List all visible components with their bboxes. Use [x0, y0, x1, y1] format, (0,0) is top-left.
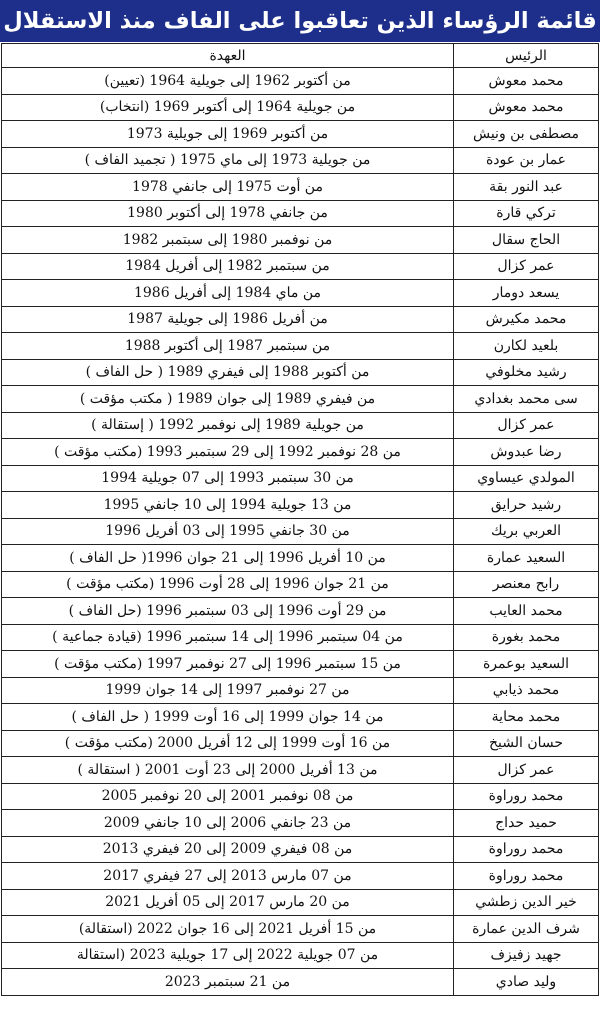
table-row: [2, 598, 599, 625]
table-row: [2, 439, 599, 466]
president-name-cell: محمد بغورة: [454, 624, 599, 651]
president-name-cell: خير الدين زطشي: [454, 889, 599, 916]
term-cell: من 07 مارس 2013 إلى 27 فيفري 2017: [2, 863, 454, 890]
table-row: [2, 359, 599, 386]
president-name-cell: بلعيد لكارن: [454, 333, 599, 360]
president-name-cell: جهيد زفيزف: [454, 942, 599, 969]
table-row: [2, 200, 599, 227]
term-cell: من 08 فيفري 2009 إلى 20 فيفري 2013: [2, 836, 454, 863]
document-title: قائمة الرؤساء الذين تعاقبوا على الفاف منذ الاستقلال: [3, 8, 597, 34]
president-name-cell: المولدي عيساوي: [454, 465, 599, 492]
table-row: [2, 94, 599, 121]
term-cell: من سبتمبر 1982 إلى أفريل 1984: [2, 253, 454, 280]
president-name-cell: محمد روراوة: [454, 783, 599, 810]
president-name-cell: العربي بريك: [454, 518, 599, 545]
table-body: [2, 68, 599, 996]
president-name-cell: سى محمد بغدادي: [454, 386, 599, 413]
table-row: [2, 916, 599, 943]
term-cell: من أكتوبر 1988 إلى فيفري 1989 ( حل الفاف ): [2, 359, 454, 386]
term-cell: من 13 أفريل 2000 إلى 23 أوت 2001 ( استقالة ): [2, 757, 454, 784]
table-row: [2, 969, 599, 996]
president-name-cell: عمر كزال: [454, 757, 599, 784]
table-row: [2, 465, 599, 492]
table-row: [2, 386, 599, 413]
term-cell: من 16 أوت 1999 إلى 12 أفريل 2000 (مكتب مؤقت ): [2, 730, 454, 757]
table-row: [2, 863, 599, 890]
president-name-cell: رشيد مخلوفي: [454, 359, 599, 386]
term-cell: من 15 سبتمبر 1996 إلى 27 نوفمبر 1997 (مكتب مؤقت ): [2, 651, 454, 678]
president-name-cell: عمر كزال: [454, 412, 599, 439]
term-cell: من جويلية 1989 إلى نوفمبر 1992 ( إستقالة ): [2, 412, 454, 439]
term-cell: من جويلية 1973 إلى ماي 1975 ( تجميد الفاف ): [2, 147, 454, 174]
president-name-cell: عمار بن عودة: [454, 147, 599, 174]
term-cell: من 13 جويلية 1994 إلى 10 جانفي 1995: [2, 492, 454, 519]
document-title-banner: [0, 0, 600, 42]
table-row: [2, 730, 599, 757]
table-row: [2, 810, 599, 837]
term-cell: من 27 نوفمبر 1997 إلى 14 جوان 1999: [2, 677, 454, 704]
term-cell: من 04 سبتمبر 1996 إلى 14 سبتمبر 1996 (قيادة جماعية ): [2, 624, 454, 651]
term-cell: من 08 نوفمبر 2001 إلى 20 نوفمبر 2005: [2, 783, 454, 810]
term-cell: من 28 نوفمبر 1992 إلى 29 سبتمبر 1993 (مكتب مؤقت ): [2, 439, 454, 466]
president-name-cell: مصطفى بن ونيش: [454, 121, 599, 148]
term-cell: من نوفمبر 1980 إلى سبتمبر 1982: [2, 227, 454, 254]
term-cell: من جانفي 1978 إلى أكتوبر 1980: [2, 200, 454, 227]
table-row: [2, 121, 599, 148]
term-cell: من فيفري 1989 إلى جوان 1989 ( مكتب مؤقت ): [2, 386, 454, 413]
term-cell: من 07 جويلية 2022 إلى 17 جويلية 2023 (استقالة: [2, 942, 454, 969]
president-name-cell: وليد صادي: [454, 969, 599, 996]
table-row: [2, 253, 599, 280]
table-row: [2, 280, 599, 307]
table-row: [2, 333, 599, 360]
president-name-cell: محمد معوش: [454, 68, 599, 95]
president-name-cell: محمد ذيابي: [454, 677, 599, 704]
table-row: [2, 68, 599, 95]
table-row: [2, 889, 599, 916]
president-name-cell: تركي قارة: [454, 200, 599, 227]
term-cell: من 20 مارس 2017 إلى 05 أفريل 2021: [2, 889, 454, 916]
president-name-cell: محمد العايب: [454, 598, 599, 625]
president-name-cell: السعيد بوعمرة: [454, 651, 599, 678]
president-name-cell: السعيد عمارة: [454, 545, 599, 572]
table-row: [2, 942, 599, 969]
term-cell: من 30 سبتمبر 1993 إلى 07 جويلية 1994: [2, 465, 454, 492]
table-row: [2, 651, 599, 678]
table-row: [2, 571, 599, 598]
table-row: [2, 624, 599, 651]
president-name-cell: محمد معوش: [454, 94, 599, 121]
table-row: [2, 492, 599, 519]
term-cell: من أوت 1975 إلى جانفي 1978: [2, 174, 454, 201]
term-cell: من 10 أفريل 1996 إلى 21 جوان 1996( حل الفاف ): [2, 545, 454, 572]
term-cell: من 21 سبتمبر 2023: [2, 969, 454, 996]
term-cell: من أكتوبر 1969 إلى جويلية 1973: [2, 121, 454, 148]
table-header-row: [2, 44, 599, 68]
table-row: [2, 757, 599, 784]
term-cell: من 30 جانفي 1995 إلى 03 أفريل 1996: [2, 518, 454, 545]
table-row: [2, 545, 599, 572]
term-cell: من 15 أفريل 2021 إلى 16 جوان 2022 (استقالة): [2, 916, 454, 943]
president-name-cell: شرف الدين عمارة: [454, 916, 599, 943]
table-row: [2, 174, 599, 201]
president-name-cell: رابح معنصر: [454, 571, 599, 598]
president-name-cell: الحاج سقال: [454, 227, 599, 254]
table-row: [2, 677, 599, 704]
term-cell: من 14 جوان 1999 إلى 16 أوت 1999 ( حل الفاف ): [2, 704, 454, 731]
table-row: [2, 704, 599, 731]
term-cell: من ماي 1984 إلى أفريل 1986: [2, 280, 454, 307]
term-cell: من أكتوبر 1962 إلى جويلية 1964 (تعيين): [2, 68, 454, 95]
term-cell: من 29 أوت 1996 إلى 03 سبتمبر 1996 (حل الفاف ): [2, 598, 454, 625]
term-cell: من 23 جانفي 2006 إلى 10 جانفي 2009: [2, 810, 454, 837]
term-cell: من 21 جوان 1996 إلى 28 أوت 1996 (مكتب مؤقت ): [2, 571, 454, 598]
president-name-cell: حميد حداج: [454, 810, 599, 837]
president-name-cell: رضا عبدوش: [454, 439, 599, 466]
table-row: [2, 227, 599, 254]
table-row: [2, 412, 599, 439]
president-name-cell: عمر كزال: [454, 253, 599, 280]
column-header-term: العهدة: [2, 44, 454, 68]
president-name-cell: محمد روراوة: [454, 836, 599, 863]
term-cell: من أفريل 1986 إلى جويلية 1987: [2, 306, 454, 333]
column-header-president: الرئيس: [454, 44, 599, 68]
table-row: [2, 783, 599, 810]
president-name-cell: محمد مكيرش: [454, 306, 599, 333]
president-name-cell: حسان الشيخ: [454, 730, 599, 757]
term-cell: من جويلية 1964 إلى أكتوبر 1969 (انتخاب): [2, 94, 454, 121]
president-name-cell: رشيد حرايق: [454, 492, 599, 519]
presidents-table: [1, 43, 599, 996]
table-row: [2, 147, 599, 174]
president-name-cell: عبد النور بقة: [454, 174, 599, 201]
president-name-cell: محمد محاية: [454, 704, 599, 731]
table-row: [2, 306, 599, 333]
term-cell: من سبتمبر 1987 إلى أكتوبر 1988: [2, 333, 454, 360]
president-name-cell: محمد روراوة: [454, 863, 599, 890]
table-row: [2, 836, 599, 863]
table-row: [2, 518, 599, 545]
president-name-cell: يسعد دومار: [454, 280, 599, 307]
